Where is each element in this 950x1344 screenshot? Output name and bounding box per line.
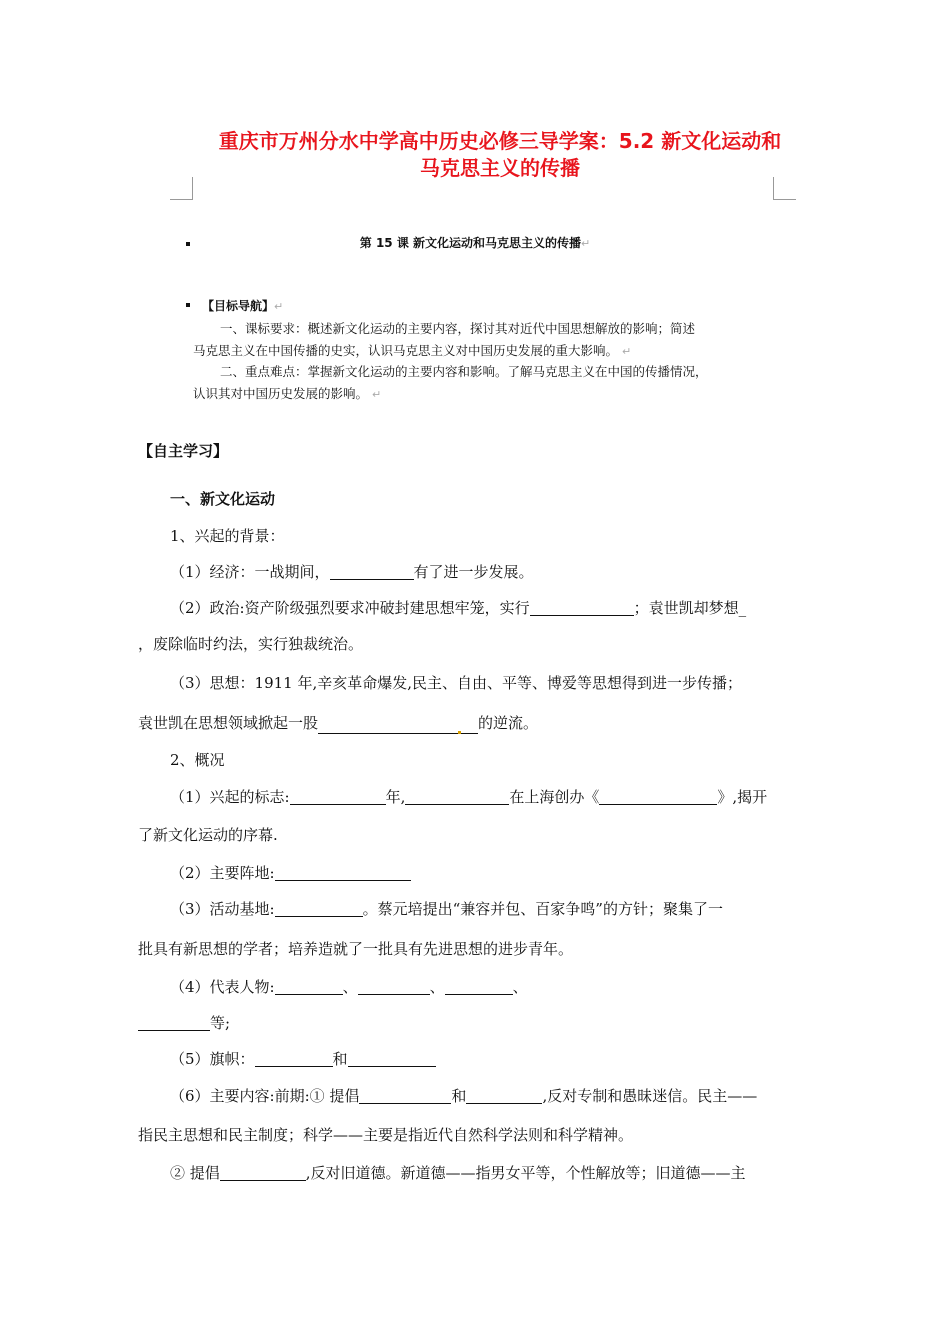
fill-blank[interactable]	[599, 788, 717, 805]
fill-blank[interactable]	[466, 1087, 542, 1104]
bullet-icon	[186, 303, 190, 307]
section-title: 一、新文化运动	[170, 490, 276, 508]
crop-mark-right	[773, 177, 796, 200]
fill-blank[interactable]	[275, 864, 411, 881]
content-line-cont: 指民主思想和民主制度；科学——主要是指近代自然科学法则和科学精神。	[138, 1126, 634, 1144]
representatives-line: （4）代表人物: 、 、 、	[170, 978, 528, 996]
fill-blank[interactable]	[330, 563, 414, 580]
fill-blank[interactable]	[358, 978, 430, 995]
goals-requirement-line1: 一、课标要求：概述新文化运动的主要内容，探讨其对近代中国思想解放的影响；简述	[220, 321, 696, 336]
content-line-2: ② 提倡 ,反对旧道德。新道德——指男女平等，个性解放等；旧道德——主	[170, 1164, 746, 1182]
base-line: （3）活动基地: 。蔡元培提出“兼容并包、百家争鸣”的方针；聚集了一	[170, 900, 723, 918]
origin-mark-line: （1）兴起的标志: 年, 在上海创办《 》,揭开	[170, 788, 768, 806]
fill-blank[interactable]	[318, 717, 478, 734]
fill-blank[interactable]	[359, 1087, 451, 1104]
fill-blank[interactable]	[405, 788, 509, 805]
goals-keypoints-line1: 二、重点难点：掌握新文化运动的主要内容和影响。了解马克思主义在中国的传播情况，	[220, 364, 708, 379]
thought-line-cont: 袁世凯在思想领域掀起一股 的逆流。	[138, 714, 539, 732]
self-study-heading: 【自主学习】	[138, 442, 229, 460]
fill-blank[interactable]	[530, 599, 634, 616]
thought-line: （3）思想：1911 年,辛亥革命爆发,民主、自由、平等、博爱等思想得到进一步传播；	[170, 674, 743, 692]
fill-blank[interactable]	[255, 1050, 333, 1067]
fill-blank[interactable]	[138, 1014, 210, 1031]
fill-blank[interactable]	[220, 1164, 306, 1181]
fill-blank[interactable]	[275, 978, 343, 995]
lesson-heading: 第 15 课 新文化运动和马克思主义的传播↵	[359, 236, 591, 250]
base-line-cont: 批具有新思想的学者；培养造就了一批具有先进思想的进步青年。	[138, 940, 574, 958]
origin-mark-line-cont: 了新文化运动的序幕.	[138, 826, 278, 844]
fill-blank[interactable]	[290, 788, 386, 805]
banner-line: （5）旗帜： 和	[170, 1048, 436, 1069]
crop-mark-left	[170, 177, 193, 200]
goals-requirement-line2: 马克思主义在中国传播的史实，认识马克思主义对中国历史发展的重大影响。 ↵	[193, 343, 632, 358]
background-title: 1、兴起的背景：	[170, 527, 285, 545]
overview-title: 2、概况	[170, 751, 225, 769]
economy-line: （1）经济：一战期间， 有了进一步发展。	[170, 563, 534, 581]
fill-blank[interactable]	[275, 900, 363, 917]
fill-blank[interactable]	[445, 978, 513, 995]
representatives-line-cont: 等;	[138, 1012, 230, 1033]
politics-line: （2）政治:资产阶级强烈要求冲破封建思想牢笼，实行 ；袁世凯却梦想_	[170, 599, 747, 617]
document-title-line1: 重庆市万州分水中学高中历史必修三导学案：5.2 新文化运动和	[218, 129, 782, 153]
document-title-line2: 马克思主义的传播	[420, 156, 580, 180]
fill-blank[interactable]	[348, 1050, 436, 1067]
front-line: （2）主要阵地:	[170, 862, 411, 883]
goals-heading: 【目标导航】↵	[202, 299, 284, 313]
content-line: （6）主要内容:前期:① 提倡 和 ,反对专制和愚昧迷信。民主——	[170, 1087, 758, 1105]
goals-keypoints-line2: 认识其对中国历史发展的影响。 ↵	[193, 386, 382, 401]
politics-line-cont: ，废除临时约法，实行独裁统治。	[138, 635, 364, 653]
